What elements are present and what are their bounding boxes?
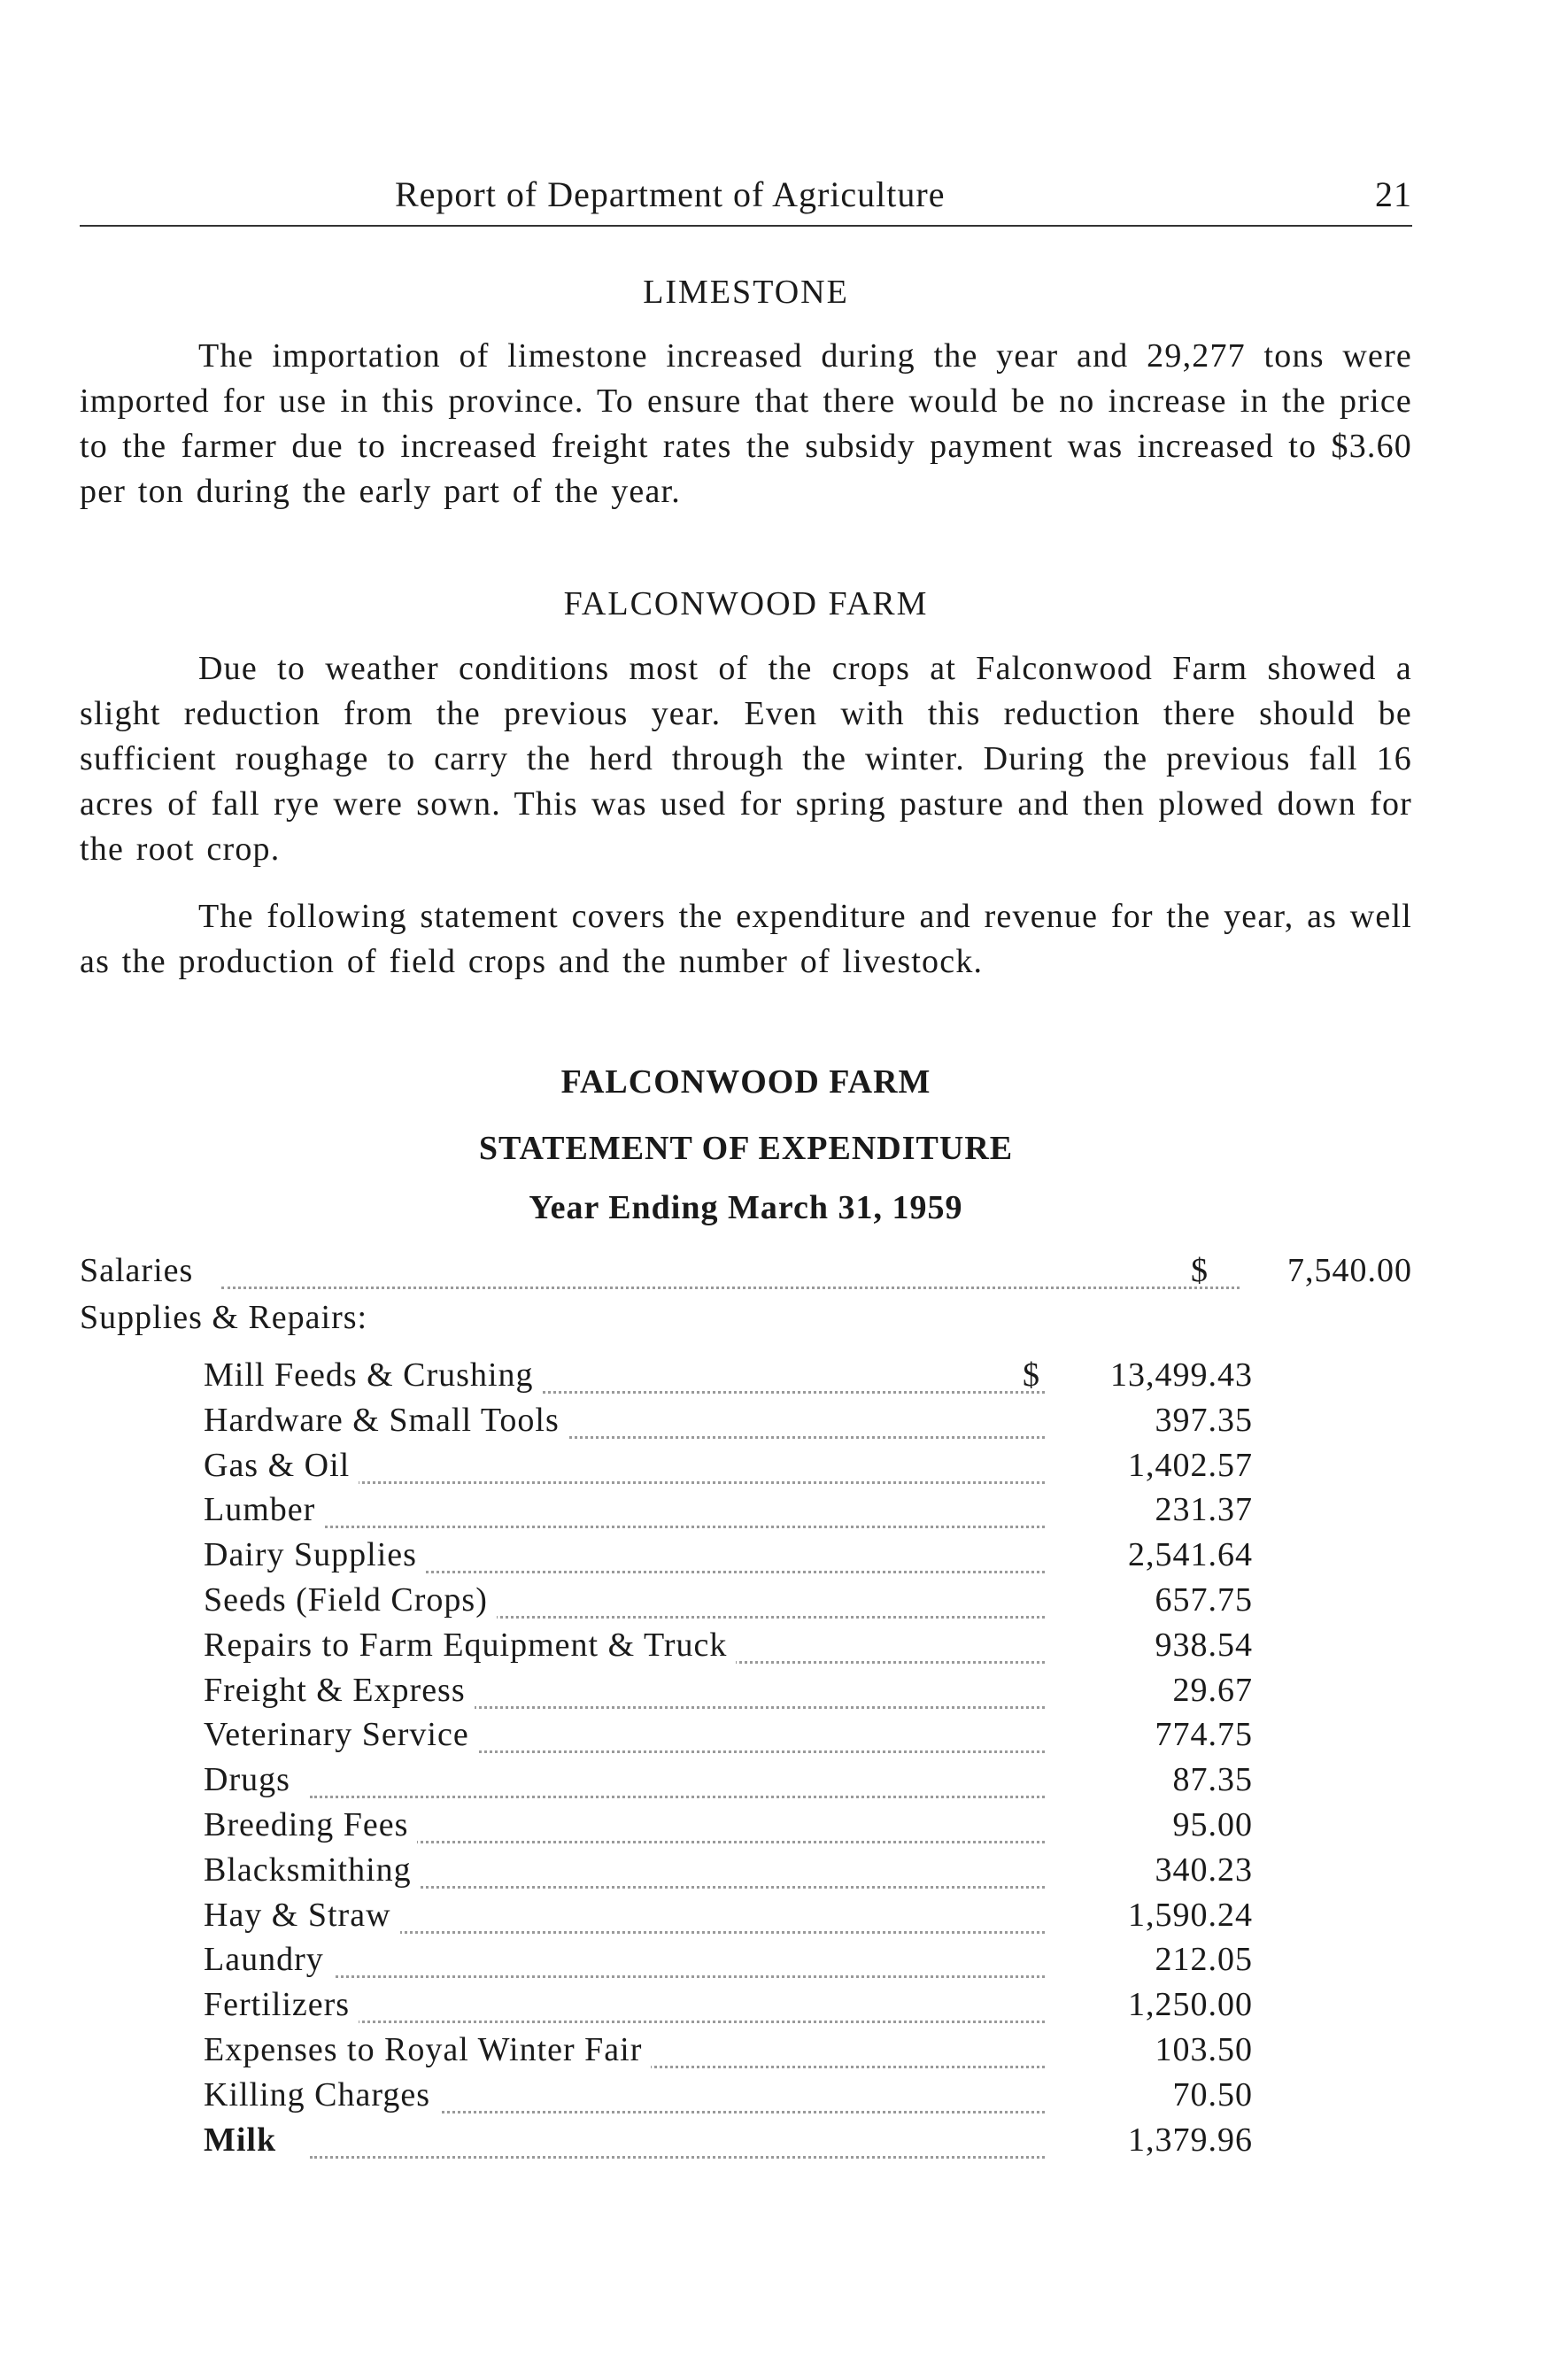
item-label: Mill Feeds & Crushing [204, 1356, 543, 1395]
limestone-paragraph [80, 334, 1412, 514]
item-amount: 938.54 [1155, 1626, 1253, 1664]
salaries-label: Salaries [80, 1251, 202, 1290]
item-label: Lumber [204, 1490, 324, 1529]
expenditure-row [204, 2030, 1253, 2075]
item-amount: 87.35 [1172, 1761, 1253, 1799]
expenditure-row [204, 2121, 1253, 2165]
item-amount: 70.50 [1172, 2075, 1253, 2113]
salaries-row [80, 1251, 1412, 1295]
item-label: Freight & Express [204, 1671, 475, 1710]
item-label: Dairy Supplies [204, 1535, 426, 1574]
falconwood-heading: FALCONWOOD FARM [563, 585, 929, 622]
item-amount: 657.75 [1155, 1581, 1253, 1619]
item-amount: 29.67 [1172, 1671, 1253, 1709]
item-amount: 231.37 [1155, 1491, 1253, 1529]
item-label: Fertilizers [204, 1985, 359, 2024]
running-title: Report of Department of Agriculture [395, 174, 946, 214]
item-amount: 340.23 [1155, 1851, 1253, 1889]
limestone-text: The importation of limestone increased during the year and 29,277 tons were imported for use in this province. To ensure that there would be no increase in the price to the farmer due to increased freight rates the subsidy payment was increased to $3.60 per ton during the early part of the year. [80, 337, 1412, 510]
expenditure-row [204, 2075, 1253, 2120]
limestone-heading: LIMESTONE [643, 274, 849, 311]
statement-subtitle: Year Ending March 31, 1959 [529, 1189, 963, 1226]
leader-dots [310, 1805, 1045, 1843]
expenditure-row [204, 1356, 1253, 1400]
falconwood-text-1: Due to weather conditions most of the crops at Falconwood Farm showed a slight reduction from the previous year. Even with this reduction there should be sufficient roughage to carry the herd through the winter. During the previous fall 16 acres of fall rye were sown. This was used for spring pasture and then plowed down for the root crop. [80, 650, 1412, 868]
expenditure-row [204, 1535, 1253, 1580]
expenditure-row [204, 1896, 1253, 1940]
item-amount: 103.50 [1155, 2031, 1253, 2068]
header-rule [80, 225, 1412, 227]
item-label: Expenses to Royal Winter Fair [204, 2030, 651, 2069]
item-amount: 774.75 [1155, 1716, 1253, 1754]
item-label: Veterinary Service [204, 1715, 478, 1754]
item-label: Laundry [204, 1940, 333, 1979]
expenditure-row [204, 1626, 1253, 1670]
item-currency: $ [1023, 1356, 1040, 1394]
item-amount: 1,402.57 [1128, 1446, 1253, 1484]
item-amount: 1,379.96 [1128, 2121, 1253, 2159]
statement-title: STATEMENT OF EXPENDITURE [478, 1130, 1014, 1167]
item-label: Hay & Straw [204, 1896, 400, 1935]
expenditure-row [204, 1985, 1253, 2029]
salaries-amount: 7,540.00 [1287, 1252, 1412, 1289]
supplies-heading: Supplies & Repairs: [80, 1298, 376, 1337]
item-label: Breeding Fees [204, 1805, 417, 1844]
item-label: Seeds (Field Crops) [204, 1580, 497, 1619]
leader-dots [310, 1490, 1045, 1528]
item-label: Killing Charges [204, 2075, 439, 2114]
item-label: Drugs [204, 1760, 299, 1799]
expenditure-row [204, 1760, 1253, 1804]
item-label: Repairs to Farm Equipment & Truck [204, 1626, 736, 1665]
expenditure-row [204, 1490, 1253, 1534]
expenditure-row [204, 1401, 1253, 1445]
expenditure-row [204, 1715, 1253, 1759]
page-number: 21 [1375, 174, 1412, 214]
item-amount: 397.35 [1155, 1401, 1253, 1439]
expenditure-row [204, 1940, 1253, 1984]
item-amount: 2,541.64 [1128, 1536, 1253, 1574]
item-label: Hardware & Small Tools [204, 1401, 568, 1440]
expenditure-row [204, 1580, 1253, 1625]
falconwood-paragraph-2 [80, 894, 1412, 985]
supplies-heading-row [80, 1298, 699, 1342]
item-label: Blacksmithing [204, 1851, 421, 1889]
item-amount: 1,590.24 [1128, 1896, 1253, 1934]
leader-dots [310, 1940, 1045, 1978]
item-label: Milk [204, 2121, 285, 2160]
expenditure-row [204, 1805, 1253, 1850]
salaries-currency: $ [1191, 1252, 1209, 1289]
expenditure-row [204, 1671, 1253, 1715]
falconwood-text-2: The following statement covers the expenditure and revenue for the year, as well as the production of field crops and the number of livestock. [80, 898, 1412, 980]
leader-dots [310, 1896, 1045, 1934]
item-label: Gas & Oil [204, 1446, 359, 1485]
leader-dots [310, 1760, 1045, 1798]
expenditure-row [204, 1446, 1253, 1490]
leader-dots [310, 2121, 1045, 2159]
leader-dots [310, 1985, 1045, 2023]
page-header [80, 174, 1412, 223]
item-amount: 1,250.00 [1128, 1986, 1253, 2024]
leader-dots [310, 1446, 1045, 1484]
item-amount: 13,499.43 [1110, 1356, 1253, 1394]
expenditure-row [204, 1851, 1253, 1895]
falconwood-paragraph-1 [80, 646, 1412, 872]
leader-dots [221, 1251, 1240, 1289]
statement-farm-title: FALCONWOOD FARM [560, 1063, 931, 1101]
item-amount: 95.00 [1172, 1806, 1253, 1843]
item-amount: 212.05 [1155, 1941, 1253, 1979]
